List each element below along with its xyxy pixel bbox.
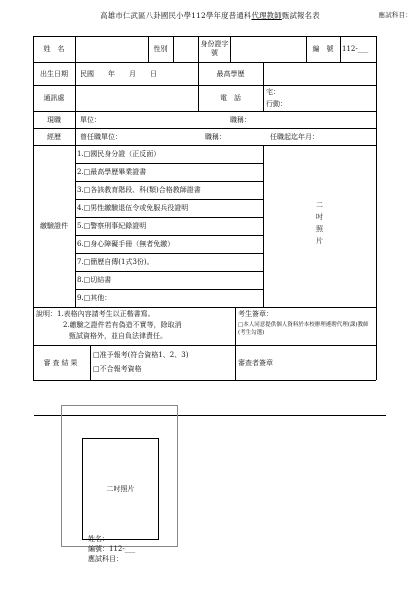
- form-title: [0, 10, 420, 21]
- serial-label: 編 號: [312, 45, 334, 53]
- address-field[interactable]: [76, 85, 198, 111]
- doc-item[interactable]: 9.□其他：: [77, 294, 112, 302]
- reviewer-signature-label: 審查者簽章: [238, 358, 273, 367]
- title-suffix: 甄試報名表: [281, 11, 320, 20]
- card-photo-box: [82, 438, 159, 540]
- card-serial-label: 編號：112-___: [88, 545, 136, 553]
- gender-field[interactable]: [174, 36, 198, 62]
- note-line-3: 甄試資格外，並自負法律責任。: [69, 332, 167, 340]
- exam-subject-label: 應試科目：: [378, 11, 412, 19]
- consent-checkbox[interactable]: □本人同意提供個人資料於本校辦理遴聘代理(課)教師(考生勾選): [238, 322, 369, 336]
- doc-item[interactable]: 1.□國民身分證（正反面）: [77, 150, 161, 158]
- experience-period-label: 任職起迄年月：: [270, 132, 319, 141]
- card-photo-label: 二吋照片: [106, 485, 135, 493]
- home-phone-label: 宅：: [266, 88, 280, 96]
- serial-value: 112-___: [342, 45, 369, 53]
- doc-item[interactable]: 8.□切結書: [77, 276, 112, 284]
- address-label: 通訊處: [43, 94, 65, 102]
- approve-checkbox[interactable]: □准予報考(符合資格1、2、3): [93, 351, 189, 359]
- name-label: 姓 名: [43, 45, 65, 53]
- title-prefix: 高雄市仁武區八卦國民小學112學年度普通科: [100, 11, 252, 20]
- mobile-phone-label: 行動：: [266, 100, 287, 108]
- education-label: 最高學歷: [216, 69, 245, 78]
- current-unit-label: 單位：: [80, 115, 101, 124]
- note-line-1: 說明：1.表格內容請考生以正楷書寫。: [36, 310, 155, 318]
- current-title-label: 職稱：: [230, 115, 251, 124]
- doc-item[interactable]: 6.□身心障礙手冊（無者免繳）: [77, 240, 175, 248]
- doc-item[interactable]: 3.□各該教育階段、科(類)合格教師證書: [77, 186, 201, 194]
- gender-label: 性別: [153, 45, 168, 53]
- id-field[interactable]: [231, 36, 306, 62]
- review-result-label: 審查結果: [43, 358, 80, 367]
- note-line-2: 2.繳驗之證件若有偽造不實等，除取消: [63, 321, 182, 329]
- reject-checkbox[interactable]: □不合報考資格: [93, 365, 142, 373]
- phone-label: 電 話: [220, 94, 241, 102]
- name-field[interactable]: [76, 36, 148, 62]
- applicant-signature-label: 考生簽章：: [238, 310, 273, 318]
- dob-label: 出生日期: [40, 69, 68, 78]
- current-job-label: 現職: [47, 115, 61, 124]
- doc-item[interactable]: 7.□簡歷自傳(1式3份)。: [77, 258, 154, 266]
- title-underlined: 代理教師: [251, 11, 282, 20]
- doc-item[interactable]: 4.□男性繳驗退伍令或免服兵役證明: [77, 204, 189, 212]
- photo-placeholder: 二吋照片: [315, 201, 324, 249]
- experience-unit-label: 曾任職單位：: [80, 132, 122, 141]
- documents-label: 繳驗證件: [40, 222, 68, 230]
- dob-field[interactable]: 民國 年 月 日: [80, 69, 157, 78]
- education-field[interactable]: [264, 62, 376, 85]
- card-subject-label: 應試科目：: [88, 555, 123, 563]
- experience-label: 經歷: [47, 132, 61, 141]
- card-name-label: 姓名：: [88, 535, 109, 543]
- doc-item[interactable]: 2.□最高學歷畢業證書: [77, 168, 147, 176]
- id-label: 身份證字號: [200, 40, 229, 57]
- doc-item[interactable]: 5.□警察刑事紀錄證明: [77, 222, 147, 230]
- experience-title-label: 職稱：: [205, 132, 226, 141]
